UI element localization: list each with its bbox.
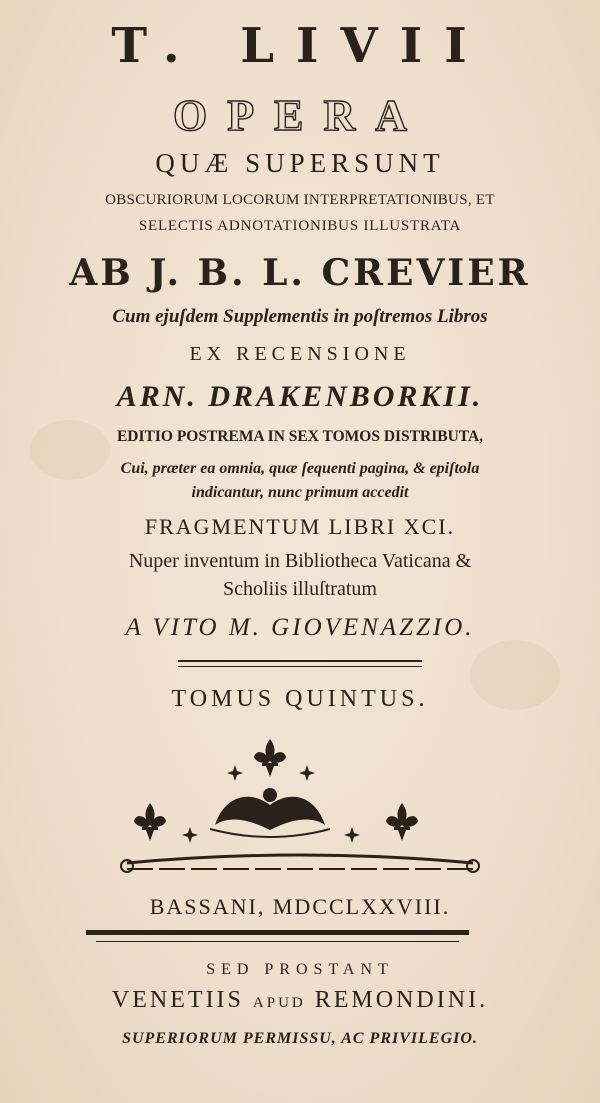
fleur-de-lis-vignette-icon xyxy=(115,735,485,880)
divider-rule xyxy=(178,660,422,662)
editor-name: AB J. B. L. CREVIER xyxy=(69,252,531,294)
note-line-1: Cui, præter ea omnia, quæ ſequenti pagina, & epiſtola xyxy=(120,460,480,477)
venice-apud: APUD xyxy=(252,995,306,1011)
found-line-2: Scholiis illuſtratum xyxy=(223,578,377,600)
description-line-1: OBSCURIORUM LOCORUM INTERPRETATIONIBUS, ET xyxy=(105,192,495,208)
divider-rule xyxy=(178,666,422,667)
thick-rule xyxy=(86,930,469,935)
thin-rule xyxy=(96,941,459,942)
supplement-line: Cum ejuſdem Supplementis in poſtremos Libros xyxy=(112,306,488,327)
sold-line: SED PROSTANT xyxy=(206,961,394,978)
found-line-1: Nuper inventum in Bibliotheca Vaticana & xyxy=(128,550,472,572)
venice-city: VENETIIS xyxy=(111,987,244,1013)
recension-line: EX RECENSIONE xyxy=(189,343,411,365)
note-line-2: indicantur, nunc primum accedit xyxy=(191,484,409,501)
commentator-line: A VITO M. GIOVENAZZIO. xyxy=(125,614,475,641)
work-title: OPERA xyxy=(173,91,427,140)
fragment-line: FRAGMENTUM LIBRI XCI. xyxy=(144,514,456,539)
venice-line xyxy=(0,987,600,1014)
volume-line: TOMUS QUINTUS. xyxy=(171,686,429,712)
venice-printer: REMONDINI. xyxy=(314,987,489,1013)
subtitle: QUÆ SUPERSUNT xyxy=(155,148,445,178)
recension-editor: ARN. DRAKENBORKII. xyxy=(116,380,484,413)
description-line-2: SELECTIS ADNOTATIONIBUS ILLUSTRATA xyxy=(138,218,462,234)
author-line: T. LIVII xyxy=(111,18,489,74)
permission-line: SUPERIORUM PERMISSU, AC PRIVILEGIO. xyxy=(122,1030,478,1047)
imprint-place: BASSANI, MDCCLXXVIII. xyxy=(149,894,451,919)
edition-line: EDITIO POSTREMA IN SEX TOMOS DISTRIBUTA, xyxy=(116,428,484,445)
